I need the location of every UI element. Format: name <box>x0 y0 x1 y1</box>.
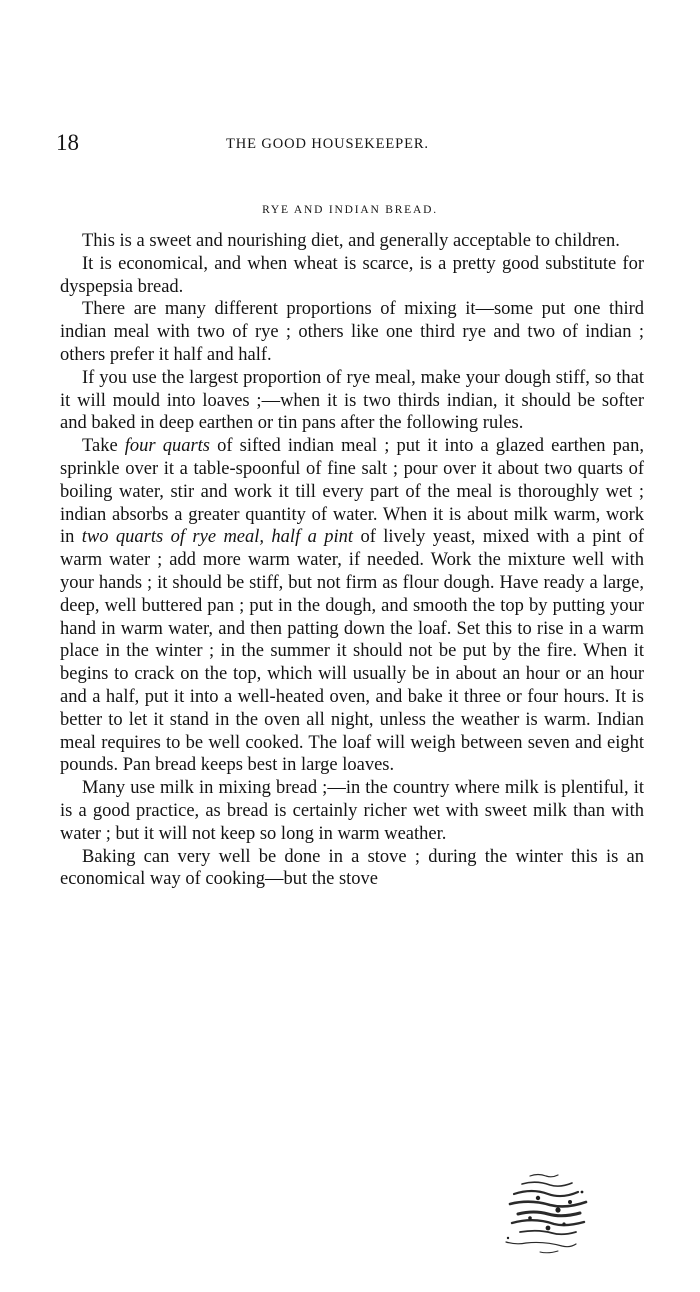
body-text <box>60 230 644 891</box>
text-run: of lively yeast, mixed with a pint of warm water ; add more warm water, if needed. Work the mixture well with your hands ; it should be stiff, but not firm as flour dough. Have ready a large, deep, well buttered pan ; put in the dough, and smooth the top by putting your hand in warm water, and then patting down the loaf. Set this to rise in a warm place in the winter ; in the summer it should not be put by the fire. When it begins to crack on the top, which will usually be in about an hour or an hour and a half, put it into a well-heated oven, and bake it three or four hours. It is better to let it stand in the oven all night, unless the weather is warm. Indian meal requires to be well cooked. The loaf will weigh between seven and eight pounds. Pan bread keeps best in large loaves. <box>60 527 644 776</box>
engraved-vignette-icon <box>500 1168 600 1258</box>
body-paragraph <box>60 230 644 253</box>
text-run: There are many different proportions of mixing it—some put one third indian meal with two of rye ; others like one third rye and two of indian ; others prefer it half and half. <box>60 299 644 365</box>
text-run: of sifted indian meal ; put it into a glazed earthen pan, sprinkle over it a table-spoonful of fine salt ; pour over it about two quarts of boiling water, stir and work it till every part of the meal is thoroughly wet ; indian absorbs a greater quantity of water. When it is about milk warm, work in <box>60 436 644 548</box>
page-header <box>56 128 644 158</box>
text-run: Take <box>82 436 125 457</box>
page-number: 18 <box>56 130 79 155</box>
text-run: If you use the largest proportion of rye meal, make your dough stiff, so that it will mould into loaves ;—when it is two thirds indian, it should be softer and baked in deep earthen or tin pans after the following rules. <box>60 367 644 434</box>
body-paragraph <box>60 777 644 845</box>
text-run: Many use milk in mixing bread ;—in the country where milk is plentiful, it is a good practice, as bread is certainly richer wet with sweet milk than with water ; but it will not keep so long in warm weather. <box>60 778 644 844</box>
body-paragraph <box>60 435 644 777</box>
section-title: RYE AND INDIAN BREAD. <box>262 204 438 216</box>
italic-phrase: four quarts <box>124 436 211 457</box>
body-paragraph <box>60 298 644 366</box>
running-title: THE GOOD HOUSEKEEPER. <box>226 136 429 152</box>
text-run: It is economical, and when wheat is scarce, is a pretty good substitute for dyspepsia bread. <box>60 253 644 297</box>
body-paragraph <box>60 367 644 435</box>
body-paragraph <box>60 846 644 892</box>
body-paragraph <box>60 253 644 299</box>
text-run: Baking can very well be done in a stove ; during the winter this is an economical way of cooking—but the stove <box>60 846 644 890</box>
text-run: This is a sweet and nourishing diet, and generally acceptable to children. <box>82 231 620 251</box>
italic-phrase: two quarts of rye meal, half a pint <box>81 527 354 548</box>
